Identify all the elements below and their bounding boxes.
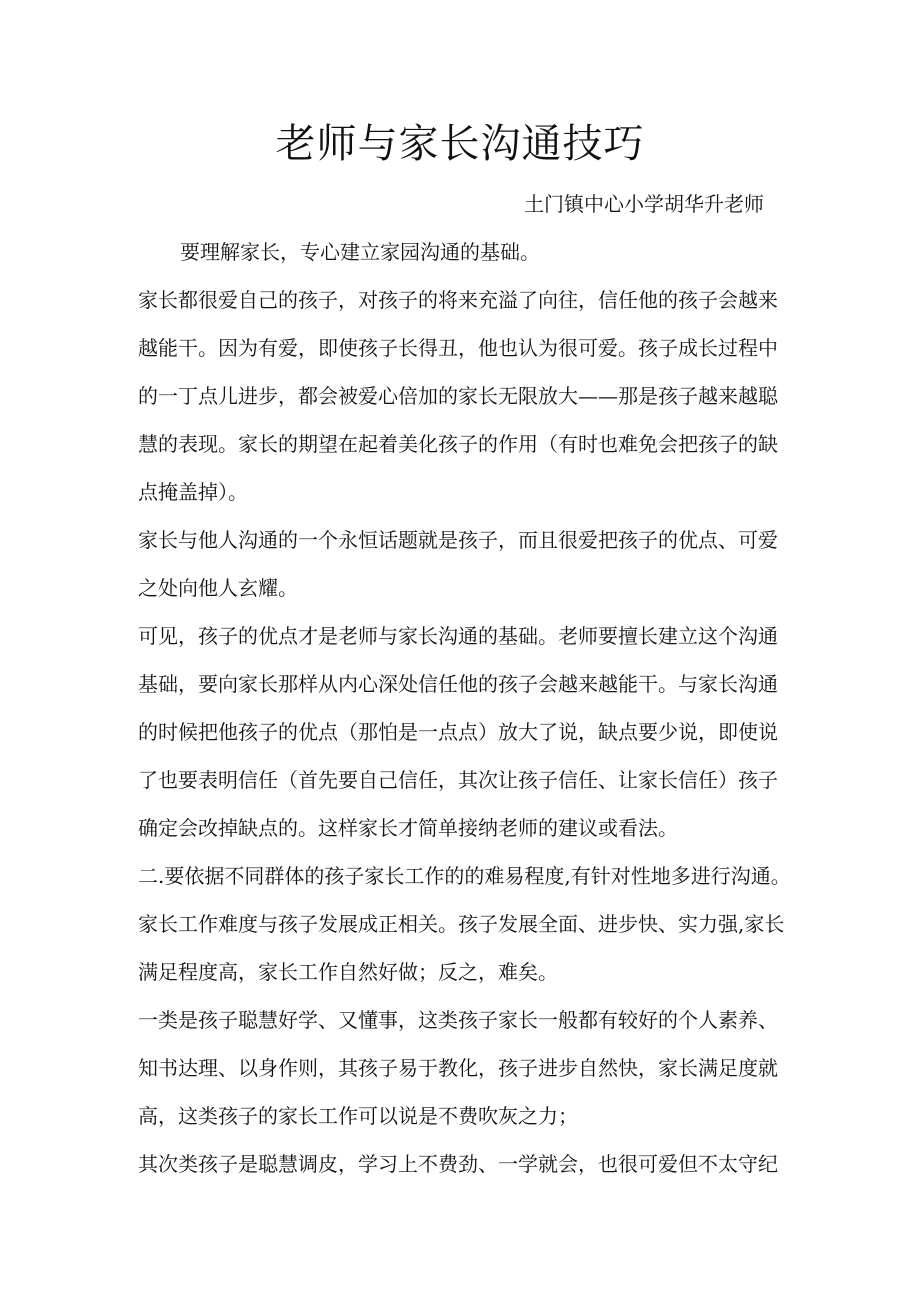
- paragraph-line: 可见，孩子的优点才是老师与家长沟通的基础。老师要擅长建立这个沟通: [138, 624, 778, 648]
- paragraph-line: 之处向他人玄耀。: [138, 576, 298, 600]
- author-line: 土门镇中心小学胡华升老师: [524, 192, 764, 216]
- paragraph-line: 一类是孩子聪慧好学、又懂事，这类孩子家长一般都有较好的个人素养、: [138, 1008, 778, 1032]
- paragraph-line: 家长与他人沟通的一个永恒话题就是孩子，而且很爱把孩子的优点、可爱: [138, 528, 778, 552]
- paragraph-line: 的一丁点儿进步，都会被爱心倍加的家长无限放大——那是孩子越来越聪: [138, 384, 778, 408]
- section-heading: 二.要依据不同群体的孩子家长工作的的难易程度,有针对性地多进行沟通。: [138, 864, 791, 888]
- paragraph-line: 越能干。因为有爱，即使孩子长得丑，他也认为很可爱。孩子成长过程中: [138, 336, 778, 360]
- paragraph-line: 知书达理、以身作则，其孩子易于教化，孩子进步自然快，家长满足度就: [138, 1056, 778, 1080]
- paragraph-line: 点掩盖掉）。: [138, 480, 248, 504]
- paragraph-line: 高，这类孩子的家长工作可以说是不费吹灰之力；: [138, 1104, 578, 1128]
- paragraph-line: 家长都很爱自己的孩子，对孩子的将来充溢了向往，信任他的孩子会越来: [138, 288, 778, 312]
- paragraph-line: 基础，要向家长那样从内心深处信任他的孩子会越来越能干。与家长沟通: [138, 672, 778, 696]
- paragraph-line: 确定会改掉缺点的。这样家长才简单接纳老师的建议或看法。: [138, 816, 678, 840]
- paragraph-line: 了也要表明信任（首先要自己信任，其次让孩子信任、让家长信任）孩子: [138, 768, 778, 792]
- paragraph-line: 满足程度高，家长工作自然好做；反之，难矣。: [138, 960, 558, 984]
- paragraph-line: 家长工作难度与孩子发展成正相关。孩子发展全面、进步快、实力强,家长: [138, 912, 785, 936]
- paragraph-line: 慧的表现。家长的期望在起着美化孩子的作用（有时也难免会把孩子的缺: [138, 432, 778, 456]
- document-title: 老师与家长沟通技巧: [275, 121, 645, 167]
- paragraph-line: 其次类孩子是聪慧调皮，学习上不费劲、一学就会，也很可爱但不太守纪: [138, 1152, 778, 1176]
- paragraph-line: 的时候把他孩子的优点（那怕是一点点）放大了说，缺点要少说，即使说: [138, 720, 778, 744]
- paragraph-line: 要理解家长，专心建立家园沟通的基础。: [180, 240, 540, 264]
